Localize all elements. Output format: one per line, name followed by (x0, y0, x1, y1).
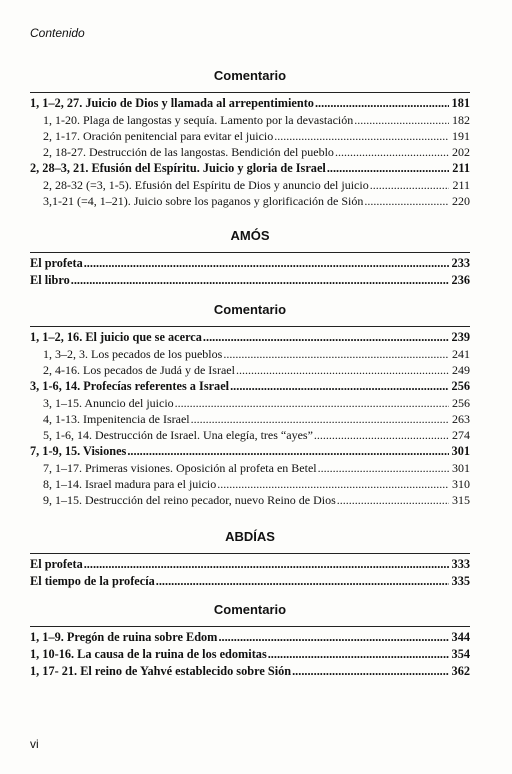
section-heading: Comentario (213, 302, 287, 317)
entry-title: 2, 18-27. Destrucción de las langostas. Bendición del pueblo (43, 145, 334, 159)
entry-title: 7, 1–17. Primeras visiones. Oposición al profeta en Betel (43, 461, 317, 475)
dot-leader (268, 646, 449, 663)
dot-leader (191, 411, 449, 427)
dot-leader (230, 378, 448, 395)
entry-page: 333 (451, 557, 470, 571)
entry-page: 301 (451, 444, 470, 458)
dot-leader (236, 362, 449, 378)
entry-title: 8, 1–14. Israel madura para el juicio (43, 477, 217, 491)
section-heading: Comentario (213, 602, 287, 617)
entry-page: 241 (452, 347, 470, 361)
dot-leader (156, 573, 449, 590)
section-heading: AMÓS (230, 228, 270, 243)
entry-page: 236 (451, 273, 470, 287)
toc-section-abdias-comentario (30, 600, 470, 680)
toc-subentry (30, 411, 470, 427)
entry-title: 3, 1-6, 14. Profecías referentes a Israel (30, 379, 230, 393)
toc-entry (30, 95, 470, 112)
entry-page: 256 (452, 396, 470, 410)
toc-subentry (30, 476, 470, 492)
entry-title: 3, 1–15. Anuncio del juicio (43, 396, 174, 410)
entry-page: 191 (452, 129, 470, 143)
entry-title: 1, 1–2, 16. El juicio que se acerca (30, 330, 202, 344)
dot-leader (292, 663, 448, 680)
dot-leader (217, 476, 449, 492)
entry-title: 5, 1-6, 14. Destrucción de Israel. Una elegía, tres “ayes” (43, 428, 313, 442)
dot-leader (84, 255, 449, 272)
section-rule (30, 252, 470, 253)
toc-subentry (30, 492, 470, 508)
entry-title: 7, 1-9, 15. Visiones (30, 444, 127, 458)
entry-title: 2, 1-17. Oración penitencial para evitar el juicio (43, 129, 274, 143)
dot-leader (223, 346, 449, 362)
entry-title: 2, 28-32 (=3, 1-5). Efusión del Espíritu de Dios y anuncio del juicio (43, 178, 369, 192)
toc-entry (30, 663, 470, 680)
entry-title: 2, 28–3, 21. Efusión del Espíritu. Juicio y gloria de Israel (30, 161, 326, 175)
toc-entry (30, 378, 470, 395)
entry-title: 4, 1-13. Impenitencia de Israel (43, 412, 190, 426)
toc-subentry (30, 460, 470, 476)
entry-page: 256 (451, 379, 470, 393)
entry-title: El profeta (30, 557, 83, 571)
page-number: vi (30, 737, 39, 751)
entry-title: El tiempo de la profecía (30, 574, 155, 588)
entry-page: 354 (451, 647, 470, 661)
toc-subentry (30, 112, 470, 128)
entry-page: 315 (452, 493, 470, 507)
section-heading: ABDÍAS (225, 529, 275, 544)
entry-title: 1, 17- 21. El reino de Yahvé establecido sobre Sión (30, 664, 292, 678)
entry-page: 344 (451, 630, 470, 644)
dot-leader (335, 144, 449, 160)
toc-subentry (30, 128, 470, 144)
section-rule (30, 326, 470, 327)
dot-leader (314, 427, 449, 443)
entry-page: 211 (452, 178, 470, 192)
entry-title: El profeta (30, 256, 83, 270)
dot-leader (354, 112, 449, 128)
entry-title: 1, 1-20. Plaga de langostas y sequía. Lamento por la devastación (43, 113, 354, 127)
toc-entry (30, 443, 470, 460)
entry-title: 3,1-21 (=4, 1–21). Juicio sobre los paganos y glorificación de Sión (43, 194, 364, 208)
toc-section-amos-comentario (30, 300, 470, 508)
toc-subentry (30, 177, 470, 193)
entry-page: 274 (452, 428, 470, 442)
toc-subentry (30, 427, 470, 443)
entry-page: 239 (451, 330, 470, 344)
toc-entry (30, 329, 470, 346)
toc-entry (30, 646, 470, 663)
entry-page: 301 (452, 461, 470, 475)
toc-section-joel-comentario (30, 66, 470, 209)
section-rule (30, 553, 470, 554)
entry-title: 1, 1–9. Pregón de ruina sobre Edom (30, 630, 218, 644)
dot-leader (127, 443, 448, 460)
dot-leader (203, 329, 449, 346)
dot-leader (370, 177, 450, 193)
running-head: Contenido (30, 26, 85, 40)
dot-leader (327, 160, 449, 177)
entry-page: 362 (451, 664, 470, 678)
toc-entry (30, 556, 470, 573)
entry-page: 335 (451, 574, 470, 588)
entry-title: El libro (30, 273, 70, 287)
toc-entry (30, 255, 470, 272)
toc-subentry (30, 193, 470, 209)
toc-subentry (30, 395, 470, 411)
toc-subentry (30, 362, 470, 378)
toc-entry (30, 160, 470, 177)
dot-leader (175, 395, 449, 411)
dot-leader (318, 460, 449, 476)
toc-subentry (30, 144, 470, 160)
dot-leader (337, 492, 449, 508)
entry-page: 182 (452, 113, 470, 127)
toc-entry (30, 573, 470, 590)
entry-title: 9, 1–15. Destrucción del reino pecador, nuevo Reino de Dios (43, 493, 336, 507)
dot-leader (364, 193, 449, 209)
entry-page: 211 (452, 161, 470, 175)
dot-leader (315, 95, 449, 112)
toc-section-amos (30, 226, 470, 289)
entry-page: 220 (452, 194, 470, 208)
section-heading: Comentario (213, 68, 287, 83)
entry-page: 181 (451, 96, 470, 110)
entry-page: 310 (452, 477, 470, 491)
entry-title: 2, 4-16. Los pecados de Judá y de Israel (43, 363, 235, 377)
entry-title: 1, 3–2, 3. Los pecados de los pueblos (43, 347, 223, 361)
entry-page: 249 (452, 363, 470, 377)
dot-leader (71, 272, 449, 289)
dot-leader (274, 128, 449, 144)
toc-entry (30, 272, 470, 289)
toc-subentry (30, 346, 470, 362)
entry-title: 1, 10-16. La causa de la ruina de los edomitas (30, 647, 267, 661)
entry-page: 233 (451, 256, 470, 270)
dot-leader (84, 556, 449, 573)
section-rule (30, 626, 470, 627)
section-rule (30, 92, 470, 93)
entry-page: 263 (452, 412, 470, 426)
dot-leader (218, 629, 448, 646)
entry-page: 202 (452, 145, 470, 159)
toc-section-abdias (30, 527, 470, 590)
entry-title: 1, 1–2, 27. Juicio de Dios y llamada al arrepentimiento (30, 96, 314, 110)
toc-entry (30, 629, 470, 646)
